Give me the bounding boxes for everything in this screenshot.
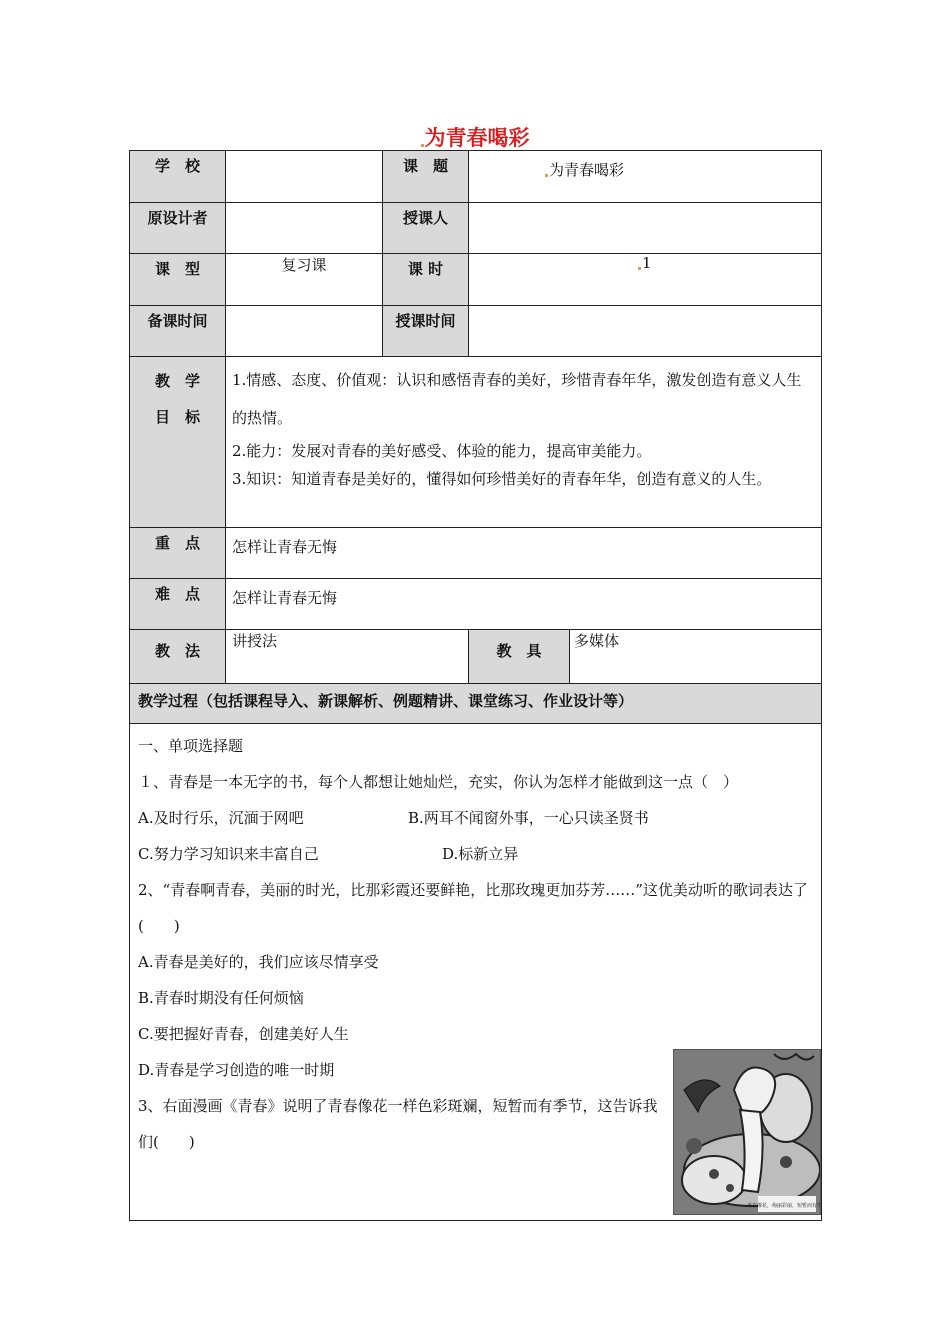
method-label: 教 法	[130, 630, 226, 684]
q1-option-b: B.两耳不闻窗外事，一心只读圣贤书	[408, 809, 649, 827]
process-header: 教学过程（包括课程导入、新课解析、例题精讲、课堂练习、作业设计等）	[130, 684, 822, 724]
question-3: 3、右面漫画《青春》说明了青春像花一样色彩斑斓，短暂而有季节，这告诉我们( )	[138, 1097, 658, 1151]
difficulty-label: 难 点	[130, 579, 226, 630]
topic-label: 课 题	[383, 151, 469, 203]
topic-value: 为青春喝彩	[549, 161, 625, 179]
hours-value: 1	[642, 254, 652, 272]
designer-label: 原设计者	[130, 203, 226, 254]
mark-dot	[638, 267, 641, 270]
method-value: 讲授法	[226, 630, 469, 684]
document-title	[0, 122, 950, 152]
q2-option-b: B.青春时期没有任何烦恼	[138, 989, 304, 1007]
designer-value	[226, 203, 383, 254]
question-2: 2、“青春啊青春，美丽的时光，比那彩霞还要鲜艳，比那玫瑰更加芬芳……”这优美动听的歌词表达了( )	[138, 881, 808, 935]
q2-option-a: A.青春是美好的，我们应该尽情享受	[138, 953, 379, 971]
teach-time-value	[469, 306, 822, 357]
goal-item-3: 3.知识：知道青春是美好的，懂得如何珍惜美好的青春年华，创造有意义的人生。	[232, 470, 772, 488]
q2-option-d: D.青春是学习创造的唯一时期	[138, 1061, 335, 1079]
q1-option-c: C.努力学习知识来丰富自己	[138, 845, 319, 863]
question-1: １、青春是一本无字的书，每个人都想让她灿烂，充实，你认为怎样才能做到这一点（ ）	[138, 773, 739, 791]
goals-label-line1: 教 学	[154, 372, 200, 390]
tools-value: 多媒体	[570, 630, 822, 684]
teacher-label: 授课人	[383, 203, 469, 254]
goal-item-1: 1.情感、态度、价值观：认识和感悟青春的美好，珍惜青春年华，激发创造有意义人生的热情。	[232, 371, 802, 427]
title-text: 为青春喝彩	[424, 126, 530, 150]
q1-options-row-2	[138, 836, 811, 872]
q2-option-c: C.要把握好青春，创建美好人生	[138, 1025, 349, 1043]
key-point-value: 怎样让青春无悔	[226, 528, 822, 579]
goals-label-line2: 目 标	[154, 408, 200, 426]
mark-dot	[545, 174, 548, 177]
goal-item-2: 2.能力：发展对青春的美好感受、体验的能力，提高审美能力。	[232, 442, 652, 460]
hours-label: 课 时	[383, 254, 469, 306]
mark-dot	[421, 144, 424, 147]
difficulty-value: 怎样让青春无悔	[226, 579, 822, 630]
teach-time-label: 授课时间	[383, 306, 469, 357]
q1-option-d: D.标新立异	[442, 845, 519, 863]
cartoon-drawing	[674, 1050, 820, 1214]
cartoon-caption: 青春像花，绚丽彩丽，短暂而有季节	[746, 1203, 820, 1209]
prep-time-value	[226, 306, 383, 357]
goals-label	[130, 357, 226, 528]
youth-cartoon-image	[673, 1049, 821, 1215]
type-value: 复习课	[226, 254, 383, 306]
school-label: 学 校	[130, 151, 226, 203]
topic-cell	[469, 151, 822, 203]
school-value	[226, 151, 383, 203]
tools-label: 教 具	[469, 630, 570, 684]
key-point-label: 重 点	[130, 528, 226, 579]
type-label: 课 型	[130, 254, 226, 306]
prep-time-label: 备课时间	[130, 306, 226, 357]
hours-cell	[469, 254, 822, 306]
teacher-value	[469, 203, 822, 254]
q1-options-row-1	[138, 800, 811, 836]
q1-option-a: A.及时行乐，沉湎于网吧	[138, 809, 304, 827]
goals-content	[226, 357, 822, 528]
section-heading: 一、单项选择题	[138, 737, 244, 755]
